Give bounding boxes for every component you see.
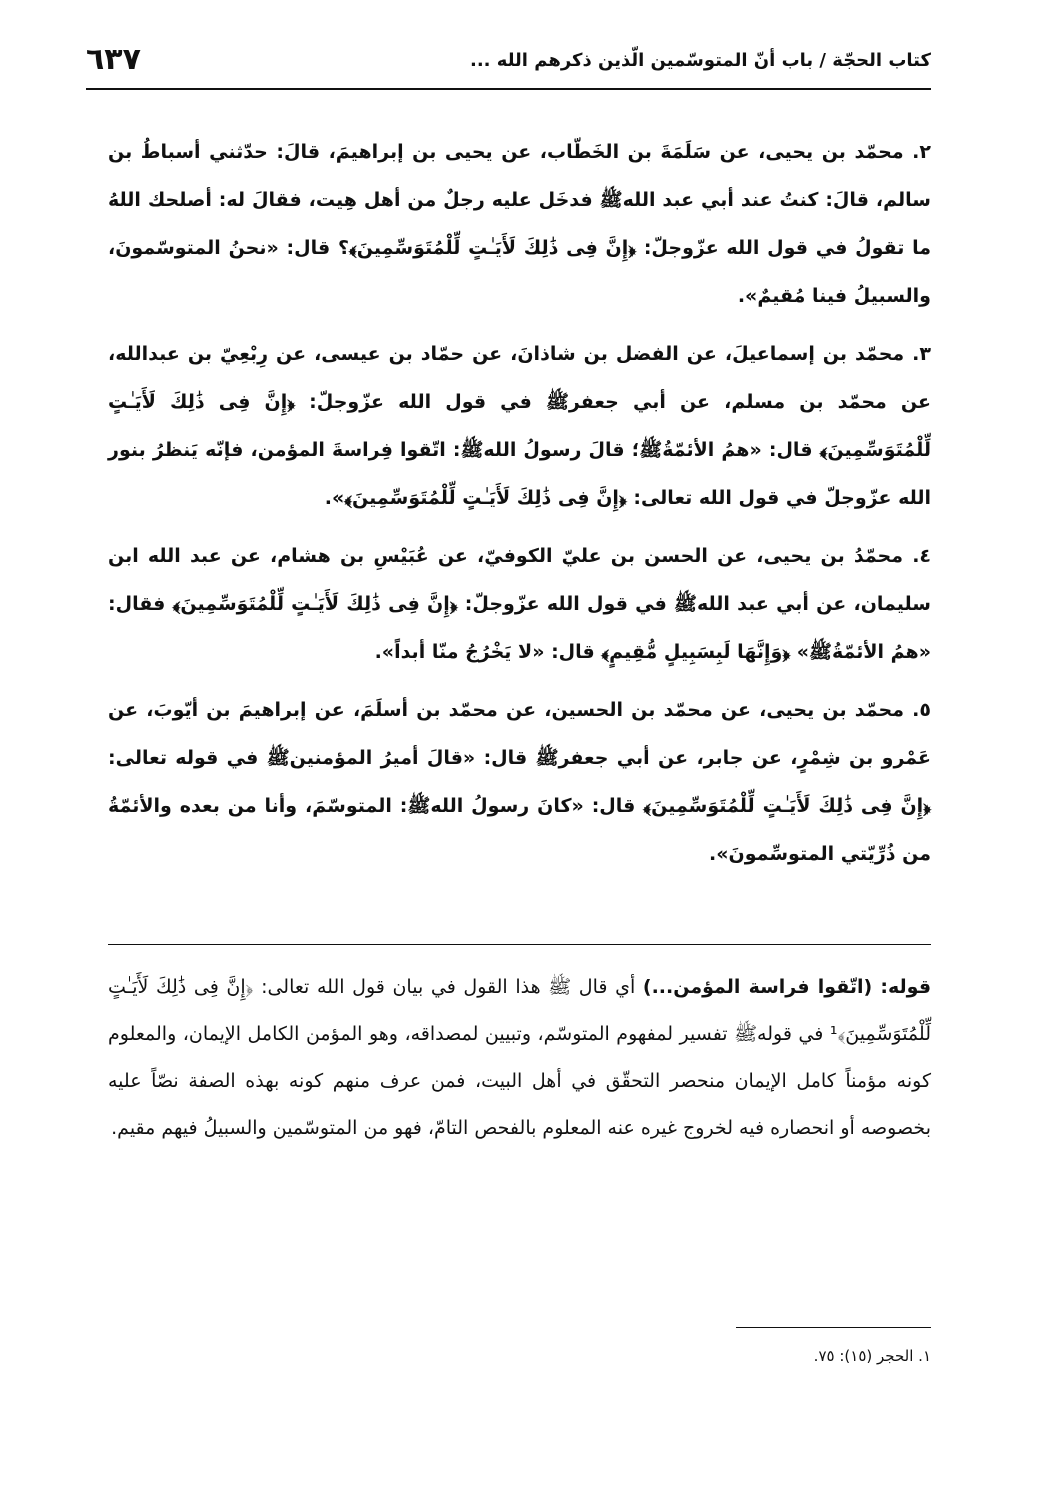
page-number: ٦٣٧ [86,42,141,77]
hadith-number: ٥. [912,699,931,721]
hadith-paragraph [108,128,931,320]
hadith-text: محمّد بن يحيى، عن سَلَمَةَ بن الخَطّاب، عن يحيى بن إبراهيمَ، قالَ: حدّثني أسباطُ بن سالم، قالَ: كنتُ عند أبي عبد اللهﷺ فدخَل عليه رجلٌ من أهل هِيت، فقالَ له: أصلحك اللهُ ما تقولُ في قول الله عزّوجلّ: ﴿إِنَّ فِى ذَٰلِكَ لَأَيَـٰتٍ لِّلْمُتَوَسِّمِينَ﴾؟ قال: «نحنُ المتوسّمونَ، والسبيلُ فينا مُقيمٌ». [108,141,931,307]
hadith-number: ٢. [912,141,931,163]
running-header-title: كتاب الحجّة / باب أنّ المتوسّمين الّذين ذكرهم الله ... [470,50,931,71]
footnote: ١. الحجر (١٥): ٧٥. [813,1347,931,1365]
hadith-paragraph [108,532,931,676]
hadith-paragraph [108,330,931,522]
hadith-text: محمّدُ بن يحيى، عن الحسن بن عليّ الكوفيّ، عن عُبَيْسِ بن هشام، عن عبد الله ابن سليمان، عن أبي عبد اللهﷺ في قول الله عزّوجلّ: ﴿إِنَّ فِى ذَٰلِكَ لَأَيَـٰتٍ لِّلْمُتَوَسِّمِينَ﴾ فقال: «همُ الأئمّةُﷺ» ﴿وَإِنَّهَا لَبِسَبِيلٍ مُّقِيمٍ﴾ قال: «لا يَخْرُجُ منّا أبداً». [108,545,931,663]
header-divider [86,88,931,90]
hadith-number: ٣. [912,343,931,365]
commentary-paragraph [108,964,931,1152]
running-header [86,40,931,88]
hadith-number: ٤. [912,545,932,567]
commentary-text: أي قال ﷺ هذا القول في بيان قول الله تعالى: ﴿إِنَّ فِى ذَٰلِكَ لَأَيَـٰتٍ لِّلْمُتَوَسِّمِينَ﴾¹ في قولهﷺ تفسير لمفهوم المتوسّم، وتبيين لمصداقه، وهو المؤمن الكامل الإيمان، والمعلوم كونه مؤمناً كامل الإيمان منحصر التحقّق في أهل البيت، فمن عرف منهم كونه بهذه الصفة نصّاً عليه بخصوصه أو انحصاره فيه لخروج غيره عنه المعلوم بالفحص التامّ، فهو من المتوسّمين والسبيلُ فيهم مقيم. [108,976,931,1139]
hadith-text: محمّد بن إسماعيلَ، عن الفضل بن شاذانَ، عن حمّاد بن عيسى، عن رِبْعِيّ بن عبدالله، عن محمّد بن مسلم، عن أبي جعفرﷺ في قول الله عزّوجلّ: ﴿إِنَّ فِى ذَٰلِكَ لَأَيَـٰتٍ لِّلْمُتَوَسِّمِينَ﴾ قال: «همُ الأئمّةُﷺ؛ قالَ رسولُ اللهﷺ: اتّقوا فِراسةَ المؤمن، فإنّه يَنظرُ بنور الله عزّوجلّ في قول الله تعالى: ﴿إِنَّ فِى ذَٰلِكَ لَأَيَـٰتٍ لِّلْمُتَوَسِّمِينَ﴾». [108,343,931,509]
commentary-divider [108,944,931,945]
footnote-divider [736,1327,931,1328]
commentary-label: قوله: (اتّقوا فراسة المؤمن...) [642,976,932,998]
hadith-list [108,128,931,888]
hadith-paragraph [108,686,931,878]
hadith-text: محمّد بن يحيى، عن محمّد بن الحسين، عن محمّد بن أسلَمَ، عن إبراهيمَ بن أيّوبَ، عن عَمْرو بن شِمْرٍ، عن جابر، عن أبي جعفرﷺ قال: «قالَ أميرُ المؤمنينﷺ في قوله تعالى: ﴿إِنَّ فِى ذَٰلِكَ لَأَيَـٰتٍ لِّلْمُتَوَسِّمِينَ﴾ قال: «كانَ رسولُ اللهﷺ: المتوسّمَ، وأنا من بعده والأئمّةُ من ذُرِّيّتي المتوسِّمونَ». [108,699,931,865]
